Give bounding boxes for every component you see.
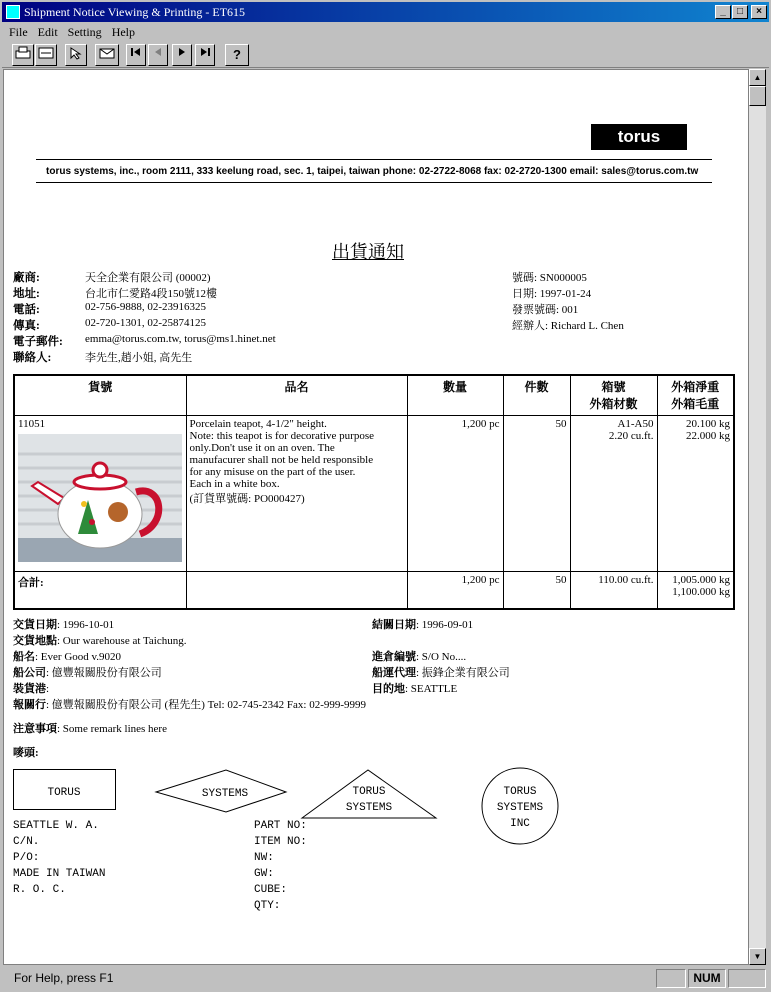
menu-bar	[2, 23, 769, 41]
total-row	[14, 571, 734, 609]
torus-logo: torus	[591, 124, 687, 150]
address-label: 地址:	[13, 288, 40, 300]
description-line: Porcelain teapot, 4-1/2" height.	[189, 417, 327, 430]
mark-triangle-text-2: SYSTEMS	[345, 802, 393, 814]
toolbar	[2, 42, 769, 68]
first-page-button[interactable]	[126, 44, 146, 66]
marks-left-lines: SEATTLE W. A. C/N. P/O: MADE IN TAIWAN R. O. C.	[13, 820, 106, 896]
col-gross-weight: 外箱毛重	[671, 397, 720, 411]
remarks: 注意事項: Some remark lines here	[13, 723, 167, 735]
status-num: NUM	[688, 969, 726, 988]
cartons-cell: 50	[503, 415, 570, 571]
col-cartons: 件數	[503, 375, 570, 415]
teapot-image	[18, 434, 182, 562]
contact-label: 聯絡人:	[13, 352, 52, 364]
notice-date: 日期: 1997-01-24	[512, 288, 592, 300]
total-weights	[657, 571, 734, 609]
col-item-no: 貨號	[14, 375, 186, 415]
company-address: torus systems, inc., room 2111, 333 keelung road, sec. 1, taipei, taiwan phone: 02-2722-8068 fax: 02-2720-1300 email: sales@torus.com.tw	[46, 166, 699, 177]
total-label: 合計:	[14, 571, 186, 609]
pointer-icon	[67, 45, 85, 61]
preview-icon	[37, 45, 55, 61]
col-cuft: 外箱材數	[589, 397, 638, 411]
customs-broker: 報關行: 億豐報關股份有限公司 (程先生) Tel: 02-745-2342 Fax: 02-999-9999	[13, 699, 367, 711]
scroll-thumb[interactable]	[749, 86, 766, 106]
total-empty	[186, 571, 407, 609]
menu-file[interactable]: File	[9, 25, 28, 39]
maximize-button[interactable]: □	[732, 5, 748, 19]
description-line: Note: this teapot is for decorative purpose	[189, 429, 375, 442]
mark-circle-text-1: TORUS	[503, 786, 537, 798]
customs-date: 結關日期: 1996-09-01	[372, 619, 474, 631]
close-button[interactable]: ×	[751, 5, 767, 19]
col-weights	[657, 375, 734, 415]
printer-icon	[14, 45, 32, 61]
vendor-value: 天全企業有限公司 (00002)	[85, 272, 211, 284]
quantity-cell: 1,200 pc	[407, 415, 503, 571]
print-preview-button[interactable]	[35, 44, 57, 66]
shipping-marks-label: 嘜頭:	[13, 747, 39, 759]
previous-page-icon	[151, 45, 165, 59]
table-row	[14, 415, 734, 571]
destination: 目的地: SEATTLE	[372, 683, 458, 695]
weight-cell	[657, 415, 734, 571]
status-panel-caps	[656, 969, 686, 988]
total-net-weight: 1,005.000 kg	[672, 573, 730, 586]
box-number: A1-A50	[617, 417, 654, 430]
col-box-no: 箱號	[601, 380, 626, 394]
print-button[interactable]	[12, 44, 34, 66]
description-line: only.Don't use it on an oven. The	[189, 441, 335, 454]
fax-value: 02-720-1301, 02-25874125	[85, 317, 206, 329]
next-page-icon	[175, 45, 189, 59]
scroll-down-button[interactable]: ▼	[749, 948, 766, 965]
description-line: (訂貨單號碼: PO000427)	[189, 492, 305, 505]
document-title: 出貨通知	[332, 242, 404, 262]
vendor-label: 廠商:	[13, 272, 40, 284]
loading-port: 裝貨港:	[13, 683, 50, 695]
email-button[interactable]	[95, 44, 119, 66]
previous-page-button[interactable]	[148, 44, 168, 66]
next-page-button[interactable]	[172, 44, 192, 66]
marks-right-lines: PART NO: ITEM NO: NW: GW: CUBE: QTY:	[254, 820, 307, 912]
last-page-button[interactable]	[195, 44, 215, 66]
minimize-button[interactable]: _	[715, 5, 731, 19]
phone-value: 02-756-9888, 02-23916325	[85, 301, 206, 313]
box-cell	[570, 415, 657, 571]
mark-box-text: TORUS	[47, 787, 81, 799]
net-weight: 20.100 kg	[686, 417, 730, 430]
so-number: 進倉編號: S/O No....	[372, 651, 467, 663]
total-gross-weight: 1,100.000 kg	[672, 585, 730, 598]
gross-weight: 22.000 kg	[686, 429, 730, 442]
mail-icon	[98, 45, 116, 61]
menu-setting[interactable]: Setting	[67, 25, 102, 39]
email-value: emma@torus.com.tw, torus@ms1.hinet.net	[85, 333, 276, 345]
notice-number: 號碼: SN000005	[512, 272, 587, 284]
contact-value: 李先生,趙小姐, 高先生	[85, 352, 193, 364]
description-cell	[186, 415, 407, 571]
title-bar	[2, 2, 769, 22]
delivery-date: 交貨日期: 1996-10-01	[13, 619, 115, 631]
window-title: Shipment Notice Viewing & Printing - ET615	[24, 5, 246, 19]
carton-cuft: 2.20 cu.ft.	[608, 429, 654, 442]
status-bar	[2, 967, 769, 990]
app-icon[interactable]	[6, 5, 20, 19]
total-cuft: 110.00 cu.ft.	[570, 571, 657, 609]
items-table	[13, 374, 735, 610]
setting-button[interactable]	[65, 44, 87, 66]
header-rule-bottom	[36, 182, 712, 183]
shipping-company: 船公司: 億豐報關股份有限公司	[13, 667, 162, 679]
table-header-row	[14, 375, 734, 415]
col-quantity: 數量	[407, 375, 503, 415]
mark-triangle-text-1: TORUS	[352, 786, 386, 798]
menu-help[interactable]: Help	[111, 25, 136, 39]
mark-circle-text-2: SYSTEMS	[496, 802, 544, 814]
item-number: 11051	[18, 417, 46, 430]
col-description: 品名	[186, 375, 407, 415]
status-help-text: For Help, press F1	[14, 971, 114, 985]
address-value: 台北市仁愛路4段150號12樓	[85, 288, 217, 300]
email-label: 電子郵件:	[13, 336, 63, 348]
status-panel-scrl	[728, 969, 766, 988]
description-line: manufacurer shall not be held responsible	[189, 453, 374, 466]
shipping-agent: 船運代理: 振鋒企業有限公司	[372, 667, 510, 679]
vertical-scrollbar[interactable]	[749, 69, 766, 965]
document-view	[3, 69, 749, 965]
delivery-place: 交貨地點: Our warehouse at Taichung.	[13, 635, 187, 647]
description-line: for any misuse on the part of the user.	[189, 465, 356, 478]
vessel: 船名: Ever Good v.9020	[13, 651, 122, 663]
scroll-up-button[interactable]: ▲	[749, 69, 766, 86]
description-line: Each in a white box.	[189, 477, 280, 490]
col-net-weight: 外箱淨重	[671, 380, 720, 394]
col-box-cuft	[570, 375, 657, 415]
first-page-icon	[129, 45, 143, 59]
help-button[interactable]: ?	[225, 44, 249, 66]
item-cell	[14, 415, 186, 571]
total-cartons: 50	[503, 571, 570, 609]
mark-circle-text-3: INC	[510, 818, 530, 830]
handler: 經辦人: Richard L. Chen	[512, 320, 624, 332]
last-page-icon	[198, 45, 212, 59]
menu-edit[interactable]: Edit	[37, 25, 58, 39]
fax-label: 傳真:	[13, 320, 40, 332]
phone-label: 電話:	[13, 304, 40, 316]
invoice-number: 發票號碼: 001	[512, 304, 579, 316]
mark-diamond-text: SYSTEMS	[201, 788, 249, 800]
header-rule-top	[36, 159, 712, 160]
total-quantity: 1,200 pc	[407, 571, 503, 609]
